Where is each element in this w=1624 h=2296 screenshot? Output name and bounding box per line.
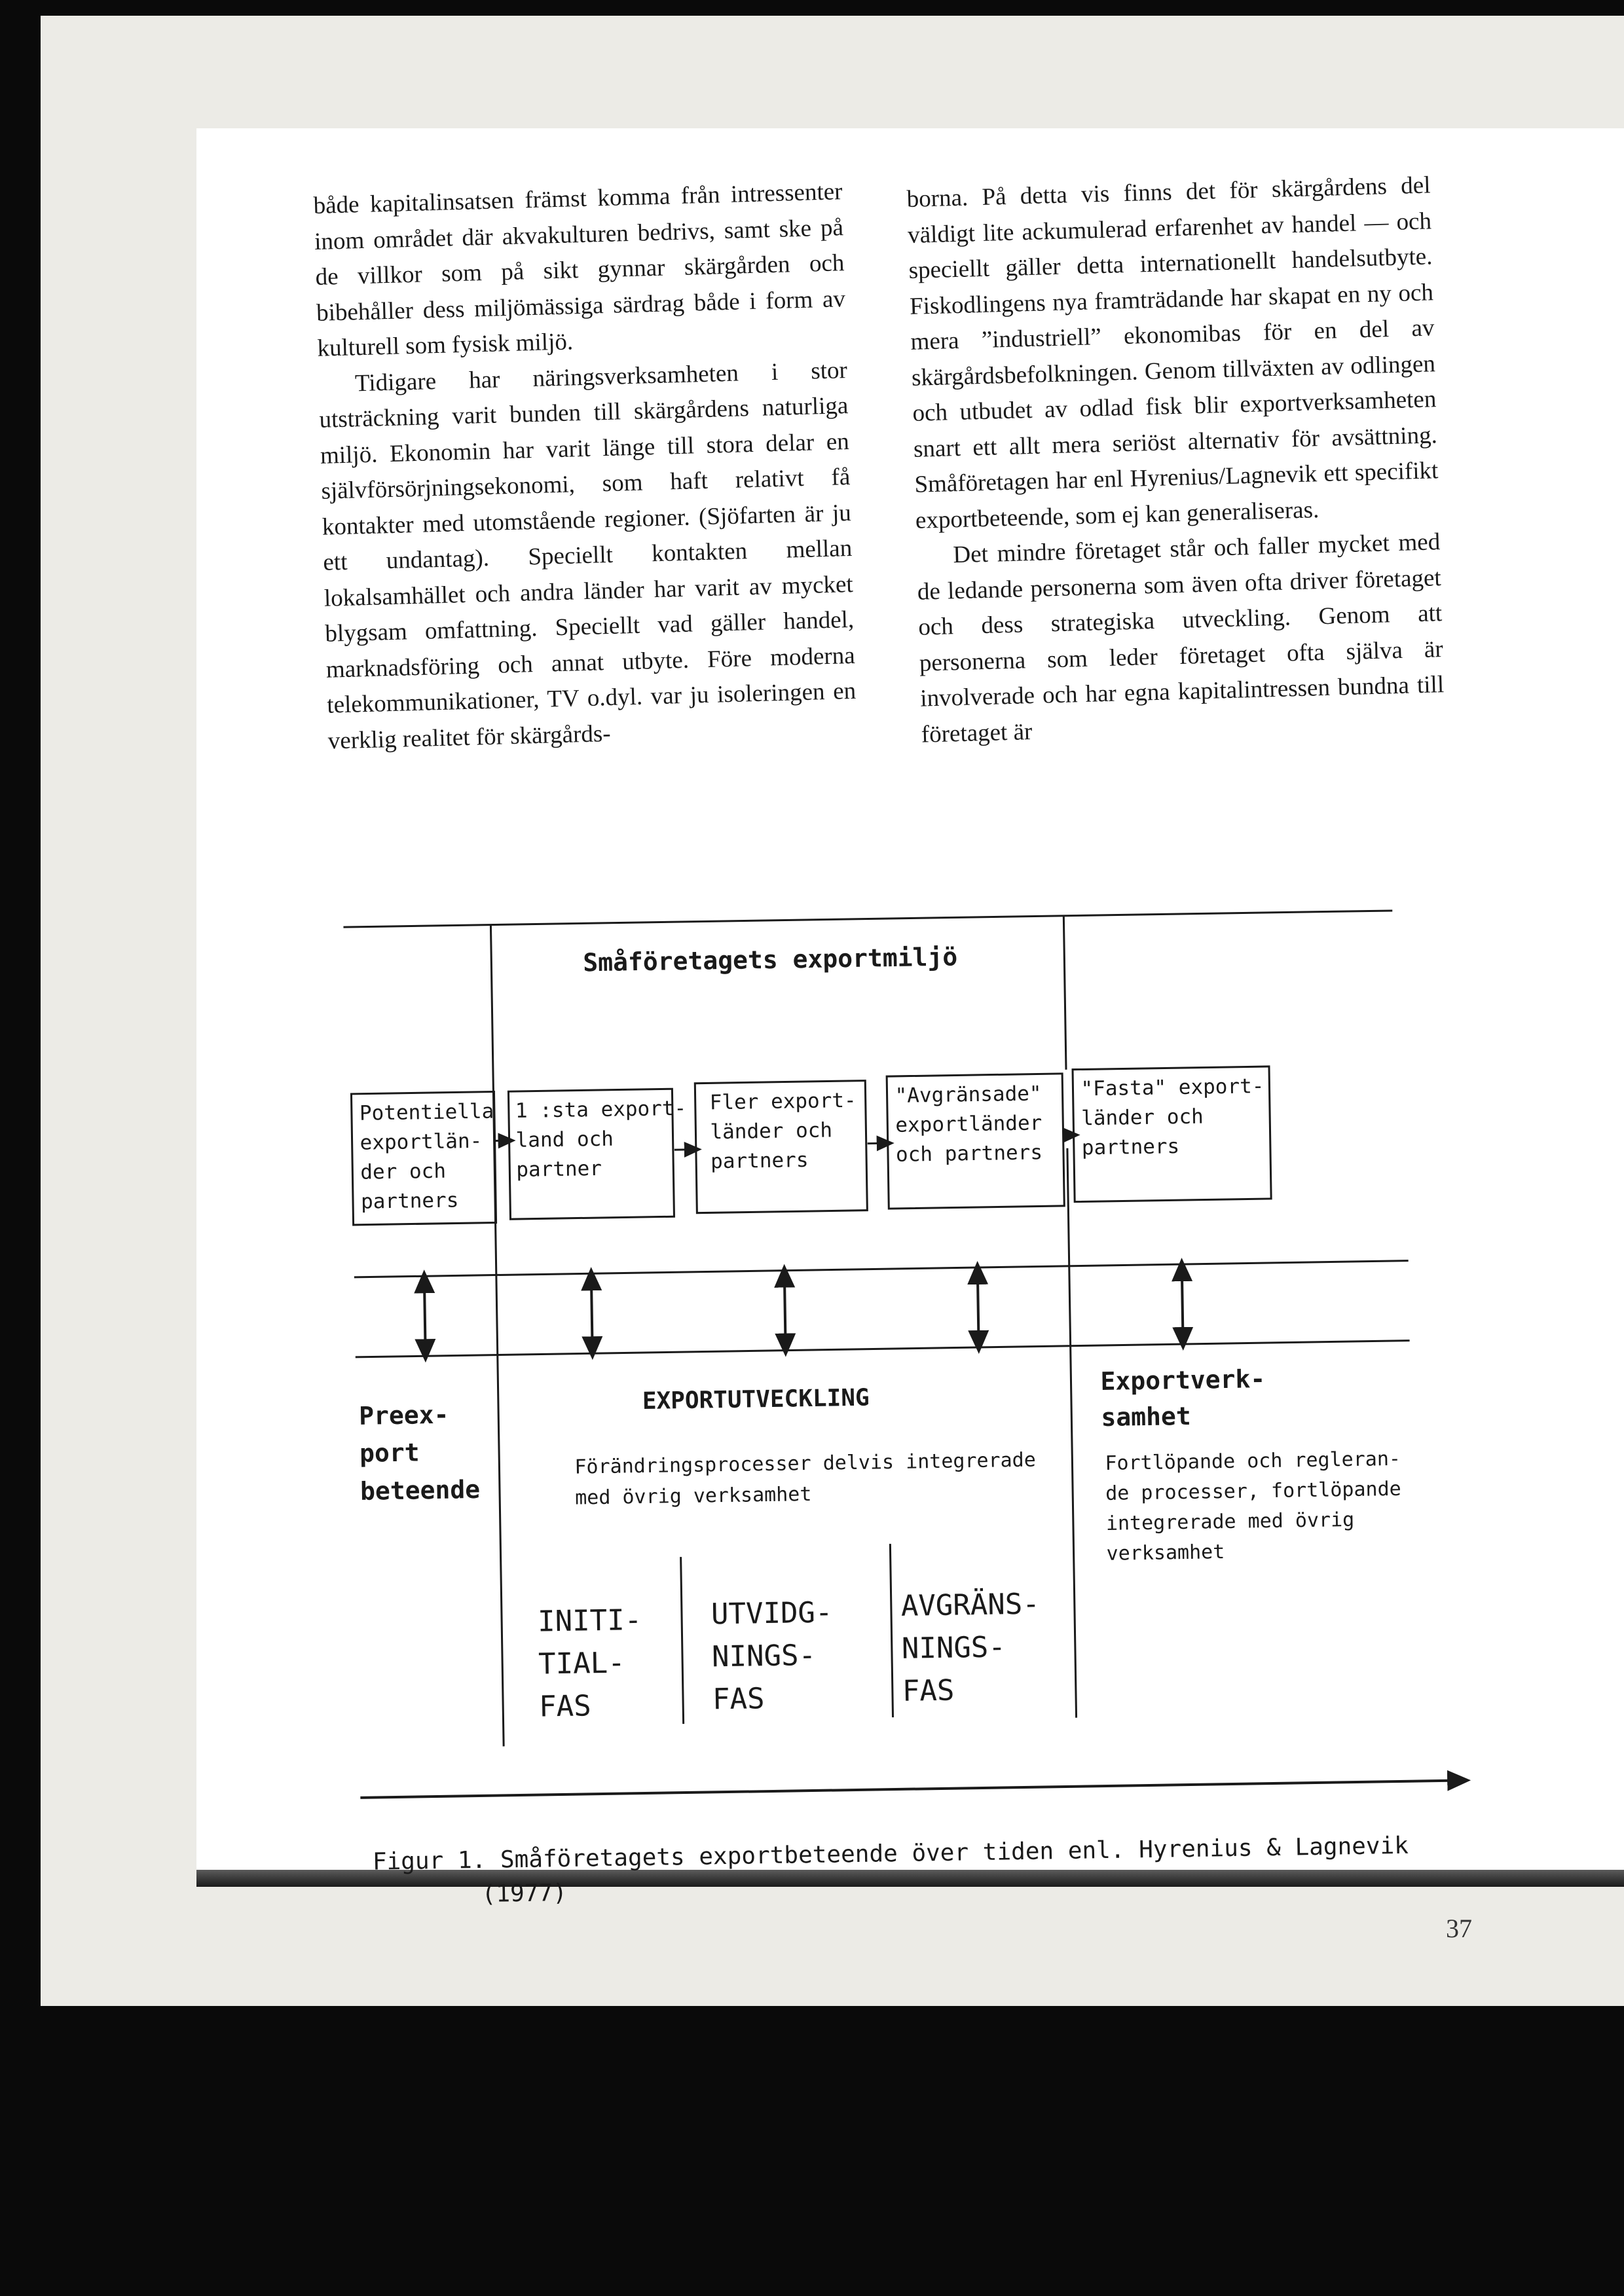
paragraph: både kapitalinsatsen främst komma från intressenter inom området där akvakulturen bedrivs, samt ske på de villkor som på sikt gynnar skärgården och bibehåller dess miljömässiga särdrag både i form av kulturell som fysisk miljö. (313, 178, 846, 362)
band-bottom (356, 1341, 1410, 1357)
band-top (354, 1261, 1409, 1277)
paragraph: Det mindre företaget står och faller mycket med de ledande personerna som även ofta driver företaget och dess strategiska utveckling. Genom att personerna som leder företaget ofta själva är involverade och har egna kapitalintressen bundna till företaget är (917, 528, 1445, 748)
top-rule (343, 911, 1392, 927)
divider-right-top (1063, 916, 1066, 1070)
paragraph: borna. På detta vis finns det för skärgårdens del väldigt lite ackumulerad erfarenhet av handel — och speciellt gäller detta internationellt handelsutbyte. Fiskodlingens nya framträdande har skapat en ny och mera ”industriell” ekonomibas för en del av skärgårdsbefolkningen. Genom tillväxten av odlingen och utbudet av odlad fisk blir exportverksamheten snart ett allt mera seriöst alternativ för avsättning. Småföretagen har enl Hyrenius/Lagnevik ett specifikt exportbeteende, som ej kan generaliseras. (906, 172, 1439, 534)
box-potential-text: Potentiella exportlän- der och partners (359, 1099, 494, 1214)
figure-title: Småföretagets exportmiljö (583, 942, 958, 977)
export-activity-title: Exportverk- samhet (1100, 1364, 1266, 1432)
box-limited-text: "Avgränsade" exportländer och partners (895, 1082, 1043, 1167)
development-title: EXPORTUTVECKLING (642, 1384, 870, 1415)
phase-expansion: UTVIDG- NINGS- FAS (710, 1595, 833, 1717)
divider-left (490, 925, 504, 1747)
box-more-text: Fler export- länder och partners (709, 1088, 857, 1174)
preexport-label: Preex- port beteende (358, 1400, 481, 1506)
phase-limitation: AVGRÄNS- NINGS- FAS (900, 1587, 1041, 1708)
page-number: 37 (1446, 1914, 1472, 1943)
development-text: Förändringsprocesser delvis integrerade med övrig verksamhet (574, 1448, 1037, 1510)
time-arrow (360, 1780, 1460, 1797)
box-first-text: 1 :sta export- land och partner (515, 1096, 687, 1182)
figure-caption: Figur 1. Småföretagets exportbeteende över tiden enl. Hyrenius & Lagnevik (1977) (372, 1832, 1409, 1908)
export-activity-text: Fortlöpande och regleran- de processer, fortlöpande integrerade med övrig verksamhet (1105, 1447, 1401, 1565)
divider-right-bottom (1067, 1148, 1077, 1718)
box-fixed-text: "Fasta" export- länder och partners (1080, 1074, 1264, 1160)
paragraph: Tidigare har näringsverksamheten i stor utsträckning varit bunden till skärgårdens naturliga miljö. Ekonomin har varit länge till stora delar en självförsörjningsekonomi, som haft relativt få kontakter med utomstående regioner. (Sjöfarten är ju ett undantag). Speciellt kontakten mellan lokalsamhället och andra länder har varit av mycket blygsam omfattning. Speciellt vad gäller handel, marknadsföring och annat utbyte. Före moderna telekommunikationer, TV o.dyl. var ju isoleringen en verklig realitet för skärgårds- (319, 356, 857, 755)
phase-initial: INITI- TIAL- FAS (537, 1603, 642, 1724)
